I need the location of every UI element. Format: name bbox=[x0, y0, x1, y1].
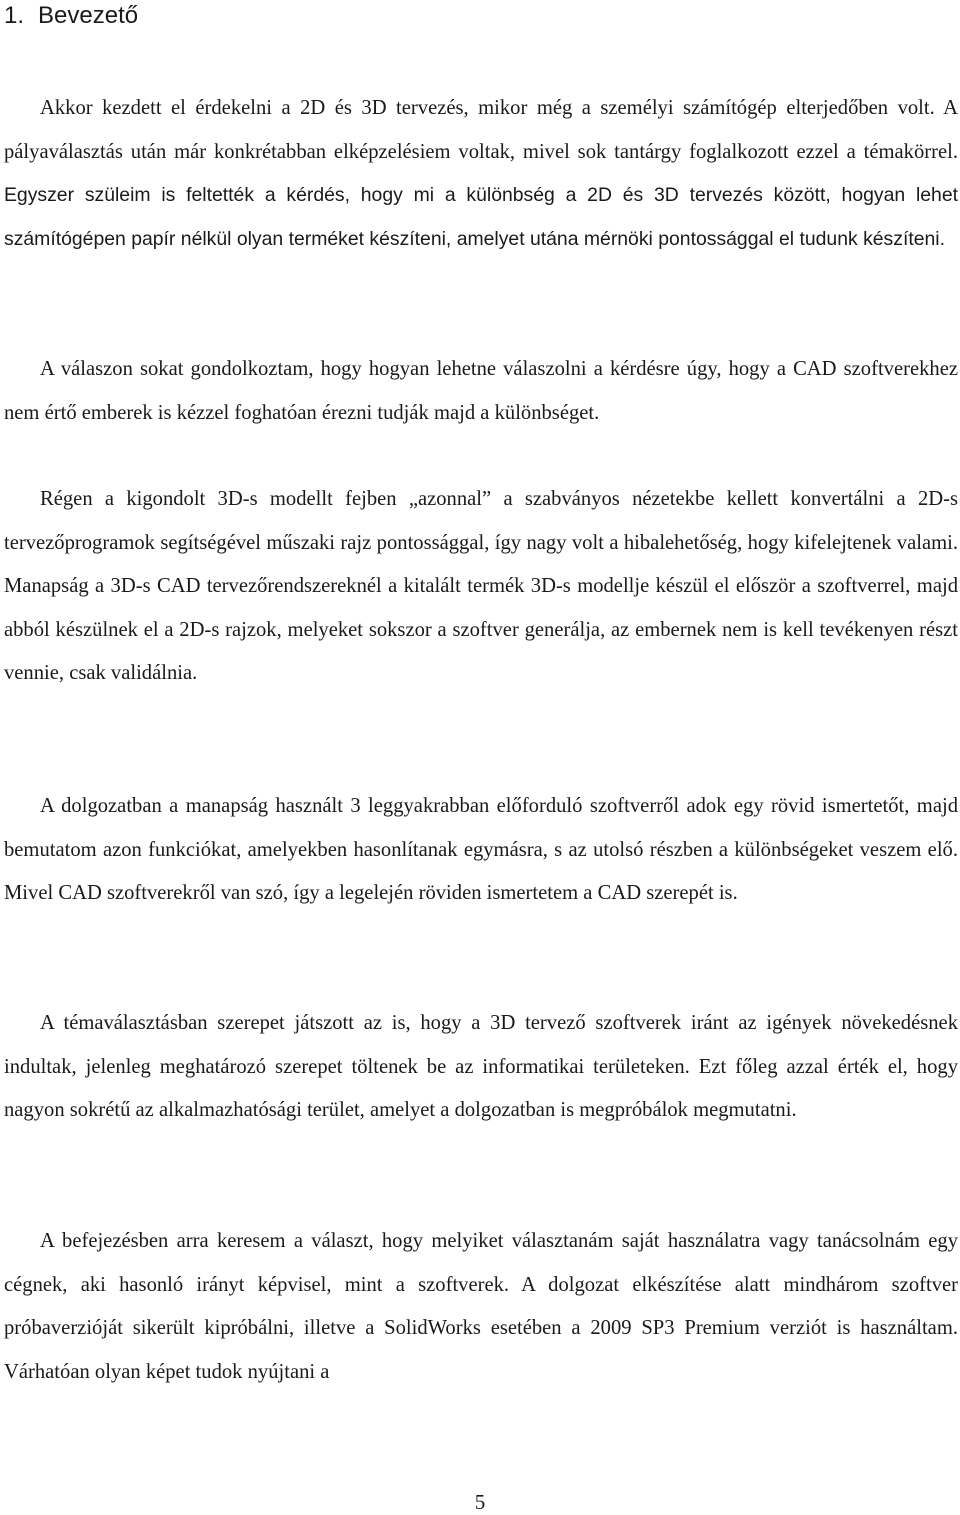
paragraph-overview: A dolgozatban a manapság használt 3 leggyakrabban előforduló szoftverről adok egy rövid ismertetőt, majd bemutatom azon funkciókat, amelyekben hasonlítanak egymásra, s az utolsó részben a különbségeket veszem elő. Mivel CAD szoftverekről van szó, így a legelején röviden ismertetem a CAD szerepét is. bbox=[4, 795, 958, 905]
section-title: Bevezető bbox=[38, 2, 139, 29]
section-number: 1. bbox=[4, 2, 25, 29]
paragraph-topic-choice: A témaválasztásban szerepet játszott az is, hogy a 3D tervező szoftverek iránt az igények növekedésnek indultak, jelenleg meghatározó szerepet töltenek be az informatikai területeken. Ezt főleg azzal érték el, hogy nagyon sokrétű az alkalmazhatósági terület, amelyet a dolgozatban is megpróbálok megmutatni. bbox=[4, 1012, 958, 1122]
paragraph-intro bbox=[4, 87, 958, 261]
section-heading bbox=[4, 0, 138, 32]
paragraph-history: Régen a kigondolt 3D-s modellt fejben „azonnal” a szabványos nézetekbe kellett konvertálni a 2D-s tervezőprogramok segítségével műszaki rajz pontossággal, így nagy volt a hibalehetőség, hogy kifelejtenek valami. Manapság a 3D-s CAD tervezőrendszereknél a kitalált termék 3D-s modellje készül el először a szoftverrel, majd abból készülnek el a 2D-s rajzok, melyeket sokszor a szoftver generálja, az embernek nem is kell tevékenyen részt vennie, csak validálnia. bbox=[4, 488, 958, 685]
paragraph-answer: A válaszon sokat gondolkoztam, hogy hogyan lehetne válaszolni a kérdésre úgy, hogy a CAD szoftverekhez nem értő emberek is kézzel foghatóan érezni tudják majd a különbséget. bbox=[4, 358, 958, 424]
page-number: 5 bbox=[474, 1490, 486, 1514]
paragraph-intro-text: Akkor kezdett el érdekelni a 2D és 3D tervezés, mikor még a személyi számítógép elterjedőben volt. A pályaválasztás után már konkrétabban elképzelésiem voltak, mivel sok tantárgy foglalkozott ezzel a témakörrel. bbox=[4, 97, 958, 163]
paragraph-conclusion: A befejezésben arra keresem a választ, hogy melyiket választanám saját használatra vagy tanácsolnám egy cégnek, aki hasonló irányt képvisel, mint a szoftverek. A dolgozat elkészítése alatt mindhárom szoftver próbaverzióját sikerült kipróbálni, illetve a SolidWorks esetében a 2009 SP3 Premium verziót is használtam. Várhatóan olyan képet tudok nyújtani a bbox=[4, 1230, 958, 1383]
paragraph-intro-question: Egyszer szüleim is feltették a kérdés, hogy mi a különbség a 2D és 3D tervezés között, hogyan lehet számítógépen papír nélkül olyan terméket készíteni, amelyet utána mérnöki pontossággal el tudunk készíteni. bbox=[4, 184, 958, 250]
